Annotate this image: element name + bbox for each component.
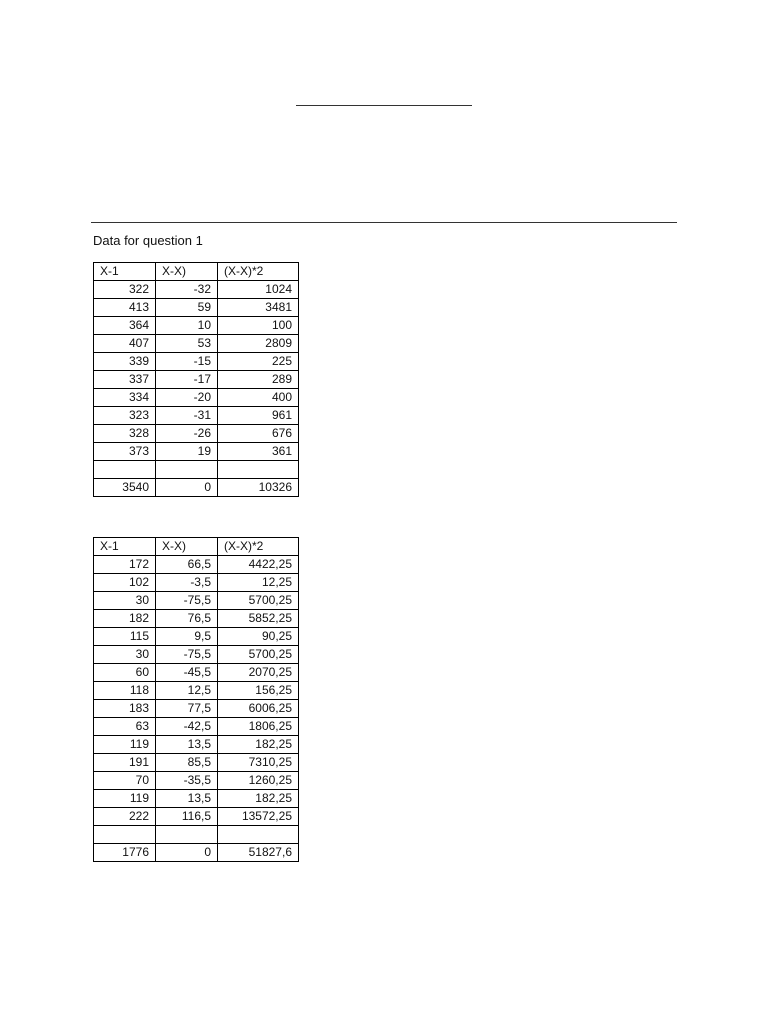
table-total-row: [94, 479, 299, 497]
table-row: [94, 371, 299, 389]
table-cell: -15: [156, 353, 218, 371]
table-cell: 2070,25: [218, 664, 299, 682]
table-cell: -42,5: [156, 718, 218, 736]
table-cell: 222: [94, 808, 156, 826]
table-cell: 156,25: [218, 682, 299, 700]
table-row: [94, 646, 299, 664]
table-cell: 6006,25: [218, 700, 299, 718]
table-cell: [218, 461, 299, 479]
signature-line: [296, 105, 472, 106]
table-row: [94, 353, 299, 371]
table-cell: 1776: [94, 844, 156, 862]
table-header-row: [94, 263, 299, 281]
table-cell: 334: [94, 389, 156, 407]
table-cell: 183: [94, 700, 156, 718]
table-row: [94, 628, 299, 646]
table-cell: 323: [94, 407, 156, 425]
table-row: [94, 407, 299, 425]
table-cell: 2809: [218, 335, 299, 353]
table-cell: 413: [94, 299, 156, 317]
table-row: [94, 425, 299, 443]
table-row: [94, 592, 299, 610]
table-cell: 77,5: [156, 700, 218, 718]
table-cell: 182,25: [218, 736, 299, 754]
table-cell: 102: [94, 574, 156, 592]
table-row: [94, 754, 299, 772]
table-cell: (X-X)*2: [218, 538, 299, 556]
table-empty-row: [94, 826, 299, 844]
table-cell: X-1: [94, 263, 156, 281]
table-row: [94, 718, 299, 736]
table-cell: 12,5: [156, 682, 218, 700]
table-cell: 63: [94, 718, 156, 736]
table-cell: X-X): [156, 263, 218, 281]
table-cell: 76,5: [156, 610, 218, 628]
table-cell: 13,5: [156, 736, 218, 754]
table-cell: -45,5: [156, 664, 218, 682]
table-cell: 5700,25: [218, 646, 299, 664]
table-cell: 30: [94, 592, 156, 610]
table-cell: 19: [156, 443, 218, 461]
table-cell: 5852,25: [218, 610, 299, 628]
table-cell: 322: [94, 281, 156, 299]
table-cell: 90,25: [218, 628, 299, 646]
table-cell: 12,25: [218, 574, 299, 592]
table-cell: 225: [218, 353, 299, 371]
table-row: [94, 556, 299, 574]
table-cell: 172: [94, 556, 156, 574]
table-cell: 115: [94, 628, 156, 646]
table-cell: 337: [94, 371, 156, 389]
table-cell: -32: [156, 281, 218, 299]
table-cell: -31: [156, 407, 218, 425]
table-cell: 1806,25: [218, 718, 299, 736]
table-cell: -75,5: [156, 646, 218, 664]
table-cell: -17: [156, 371, 218, 389]
table-cell: -3,5: [156, 574, 218, 592]
table-cell: 1260,25: [218, 772, 299, 790]
table-row: [94, 682, 299, 700]
data-table-2: [93, 537, 299, 862]
table-cell: 5700,25: [218, 592, 299, 610]
table-cell: 119: [94, 790, 156, 808]
table-cell: 328: [94, 425, 156, 443]
table-cell: 60: [94, 664, 156, 682]
table-cell: 361: [218, 443, 299, 461]
table-cell: 7310,25: [218, 754, 299, 772]
table-row: [94, 281, 299, 299]
table-cell: 85,5: [156, 754, 218, 772]
table-cell: 191: [94, 754, 156, 772]
table-cell: 10: [156, 317, 218, 335]
table-cell: 407: [94, 335, 156, 353]
table-cell: 364: [94, 317, 156, 335]
table-cell: 0: [156, 479, 218, 497]
table-cell: [94, 826, 156, 844]
table-cell: 30: [94, 646, 156, 664]
table-cell: -75,5: [156, 592, 218, 610]
table-cell: 119: [94, 736, 156, 754]
table-row: [94, 808, 299, 826]
table-cell: 373: [94, 443, 156, 461]
table-row: [94, 736, 299, 754]
table-row: [94, 610, 299, 628]
table-cell: 961: [218, 407, 299, 425]
table-cell: 10326: [218, 479, 299, 497]
table-cell: 3540: [94, 479, 156, 497]
data-table-1: [93, 262, 299, 497]
table-cell: 9,5: [156, 628, 218, 646]
table-cell: -20: [156, 389, 218, 407]
table-cell: 182: [94, 610, 156, 628]
table-empty-row: [94, 461, 299, 479]
table-cell: 400: [218, 389, 299, 407]
table-row: [94, 299, 299, 317]
data-caption: Data for question 1: [93, 233, 203, 248]
table-cell: [218, 826, 299, 844]
table-row: [94, 574, 299, 592]
table-row: [94, 790, 299, 808]
table-cell: -26: [156, 425, 218, 443]
table-row: [94, 443, 299, 461]
table-cell: (X-X)*2: [218, 263, 299, 281]
table-cell: 182,25: [218, 790, 299, 808]
table-cell: -35,5: [156, 772, 218, 790]
table-cell: [156, 826, 218, 844]
table-cell: 100: [218, 317, 299, 335]
table-cell: 289: [218, 371, 299, 389]
table-row: [94, 389, 299, 407]
table-row: [94, 700, 299, 718]
table-row: [94, 335, 299, 353]
table-row: [94, 772, 299, 790]
table-cell: X-X): [156, 538, 218, 556]
table-cell: [94, 461, 156, 479]
table-cell: 51827,6: [218, 844, 299, 862]
table-cell: 0: [156, 844, 218, 862]
table-cell: 66,5: [156, 556, 218, 574]
table-cell: 4422,25: [218, 556, 299, 574]
table-cell: [156, 461, 218, 479]
table-cell: 13,5: [156, 790, 218, 808]
table-cell: 13572,25: [218, 808, 299, 826]
table-cell: 53: [156, 335, 218, 353]
table-cell: 70: [94, 772, 156, 790]
table-cell: 676: [218, 425, 299, 443]
table-cell: 116,5: [156, 808, 218, 826]
table-cell: 118: [94, 682, 156, 700]
horizontal-rule: [91, 222, 677, 223]
table-cell: 3481: [218, 299, 299, 317]
table-cell: 1024: [218, 281, 299, 299]
table-cell: 59: [156, 299, 218, 317]
table-cell: 339: [94, 353, 156, 371]
table-total-row: [94, 844, 299, 862]
table-row: [94, 664, 299, 682]
table-row: [94, 317, 299, 335]
table-cell: X-1: [94, 538, 156, 556]
table-header-row: [94, 538, 299, 556]
